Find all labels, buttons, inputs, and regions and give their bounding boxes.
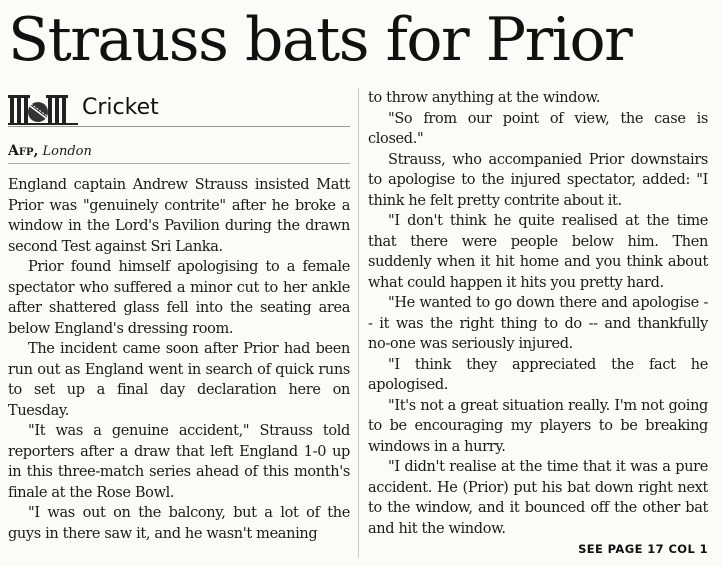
paragraph: "It was a genuine accident," Strauss told reporters after a draw that left England 1-0 up in this three-match series ahead of this month's finale at the Rose Bowl. xyxy=(8,423,350,501)
paragraph: "It's not a great situation really. I'm not going to be encouraging my players to be breaking windows in a hurry. xyxy=(368,397,708,455)
paragraph: "I was out on the balcony, but a lot of the guys in there saw it, and he wasn't meaning xyxy=(8,505,350,542)
left-article-text xyxy=(8,175,350,544)
cricket-ball-stumps-icon xyxy=(8,92,80,126)
paragraph: to throw anything at the window. xyxy=(368,90,601,106)
paragraph: "I didn't realise at the time that it was a pure accident. He (Prior) put his bat down right next to the window, and it bounced off the other bat and hit the window. xyxy=(368,459,708,537)
left-column xyxy=(8,88,350,544)
paragraph: "I think they appreciated the fact he apologised. xyxy=(368,356,708,393)
right-column xyxy=(368,88,708,539)
section-label: Cricket xyxy=(82,95,159,120)
paragraph: "He wanted to go down there and apologise -- it was the right thing to do -- and thankfully no-one was seriously injured. xyxy=(368,295,708,352)
paragraph: "So from our point of view, the case is closed." xyxy=(368,110,708,147)
paragraph: Strauss, who accompanied Prior downstairs to apologise to the injured spectator, added: "I think he felt pretty contrite about it. xyxy=(368,151,708,209)
paragraph: "I don't think he quite realised at the time that there were people below him. Then suddenly when it hit home and you think about what could happen it hits you pretty hard. xyxy=(368,213,708,291)
column-divider xyxy=(358,88,359,558)
byline-place: London xyxy=(42,144,92,159)
byline xyxy=(8,141,350,164)
paragraph: Prior found himself apologising to a female spectator who suffered a minor cut to her ankle after shattered glass fell into the seating area below England's dressing room. xyxy=(8,259,350,337)
section-header xyxy=(8,88,350,127)
headline: Strauss bats for Prior xyxy=(8,5,632,75)
paragraph: The incident came soon after Prior had been run out as England went in search of quick runs to set up a final day declaration here on Tuesday. xyxy=(8,341,350,419)
byline-agency: Afp, xyxy=(8,143,39,159)
paragraph: England captain Andrew Strauss insisted Matt Prior was "genuinely contrite" after he broke a window in the Lord's Pavilion during the drawn second Test against Sri Lanka. xyxy=(8,177,350,255)
continuation-jump-line: SEE PAGE 17 COL 1 xyxy=(578,542,708,556)
